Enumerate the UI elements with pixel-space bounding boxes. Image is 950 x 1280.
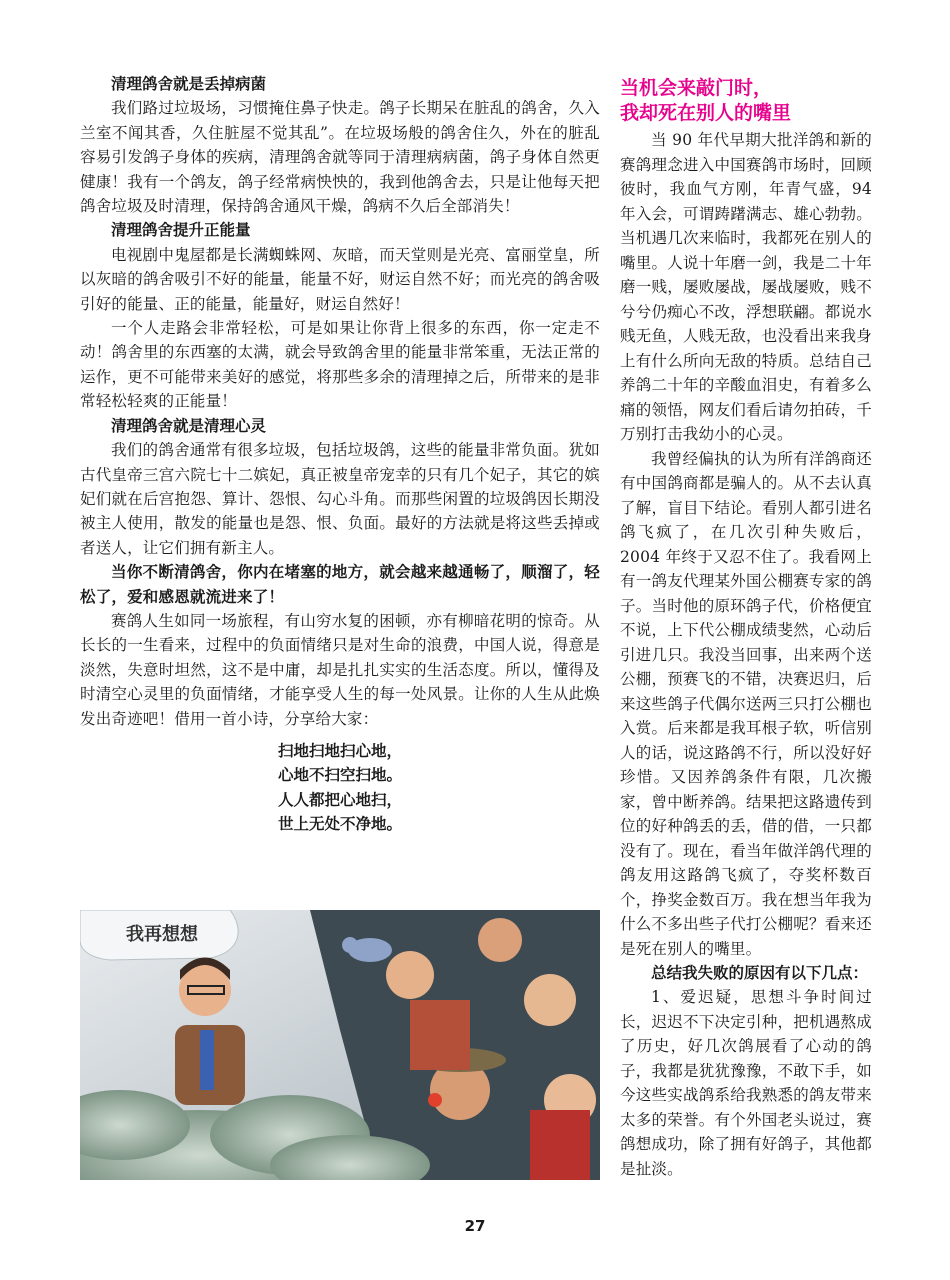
title-line: 当机会来敲门时， [620, 77, 773, 99]
poem-line: 人人都把心地扫， [278, 789, 403, 809]
page-number: 27 [464, 1217, 486, 1235]
poem-line: 心地不扫空扫地。 [278, 765, 403, 785]
paragraph: 1、爱迟疑，思想斗争时间过长，迟迟不下决定引种，把机遇熬成了历史，好几次鸽展看了心动的鸽子，我都是犹犹豫豫，不敢下手，如今这些实战鸽系给我熟悉的鸽友带来太多的荣誉。有个外国老头说过，赛鸽想成功，除了拥有好鸽子，其他都是扯淡。 [620, 988, 872, 1178]
title-line: 我却死在别人的嘴里 [620, 102, 792, 124]
paragraph: 电视剧中鬼屋都是长满蜘蛛网、灰暗，而天堂则是光亮、富丽堂皇，所以灰暗的鸽舍吸引不好的能量，能量不好，财运自然不好；而光亮的鸽舍吸引好的能量、正的能量，能量好，财运自然好！ [80, 245, 600, 313]
bold-paragraph: 当你不断清鸽舍，你内在堵塞的地方，就会越来越通畅了，顺溜了，轻松了，爱和感恩就流进来了！ [80, 562, 600, 606]
speech-bubble-text: 我再想想 [126, 924, 198, 945]
cartoon-illustration [80, 910, 600, 1180]
poem-line: 扫地扫地扫心地， [278, 740, 403, 760]
paragraph: 我们路过垃圾场，习惯掩住鼻子快走。鸽子长期呆在脏乱的鸽舍，久入兰室不闻其香，久住脏屋不觉其乱”。在垃圾场般的鸽舍住久，外在的脏乱容易引发鸽子身体的疾病，清理鸽舍就等同于清理病病菌，鸽子身体自然更健康！我有一个鸽友，鸽子经常病怏怏的，我到他鸽舍去，只是让他每天把鸽舍垃圾及时清理，保持鸽舍通风干燥，鸽病不久后全部消失！ [80, 99, 600, 216]
paragraph: 我曾经偏执的认为所有洋鸽商还有中国鸽商都是骗人的。从不去认真了解，盲目下结论。看别人都引进名鸽飞疯了，在几次引种失败后，2004 年终于又忍不住了。我看网上有一鸽友代理某外国公棚赛专家的鸽子。当时他的原环鸽子代，价格便宜不说，上下代公棚成绩斐然，心动后引进几只。我没当回事，出来两个送公棚，预赛飞的不错，决赛迟归，后来这些鸽子代偶尔送两三只打公棚也入赏。后来都是我耳根子软，听信别人的话，说这路鸽不行，所以没好好珍惜。又因养鸽条件有限，几次搬家，曾中断养鸽。结果把这路遗传到位的好种鸽丢的丢，借的借，一只都没有了。现在，看当年做洋鸽代理的鸽友用这路鸽飞疯了，夺奖杯数百个，挣奖金数百万。我在想当年我为什么不多出些子代打公棚呢？看来还是死在别人的嘴里。 [620, 449, 872, 958]
paragraph: 赛鸽人生如同一场旅程，有山穷水复的困顿，亦有柳暗花明的惊奇。从长长的一生看来，过程中的负面情绪只是对生命的浪费，中国人说，得意是淡然，失意时坦然，这不是中庸，却是扎扎实实的生活态度。所以，懂得及时清空心灵里的负面情绪，才能享受人生的每一处风景。让你的人生从此焕发出奇迹吧！借用一首小诗，分享给大家： [80, 611, 600, 728]
poem [278, 739, 600, 837]
section-heading: 清理鸽舍就是清理心灵 [111, 415, 267, 435]
paragraph: 当 90 年代早期大批洋鸽和新的赛鸽理念进入中国赛鸽市场时，回顾彼时，我血气方刚，年青气盛，94 年入会，可谓踌躇满志、雄心勃勃。当机遇几次来临时，我都死在别人的嘴里。人说十年磨一剑，我是二十年磨一贱，屡败屡战，屡战屡败，贱不兮兮仍痴心不改，浮想联翩。都说水贱无鱼，人贱无敌，也没看出来我身上有什么所向无敌的特质。总结自己养鸽二十年的辛酸血泪史，有着多么痛的领悟，网友们看后请勿拍砖，千万别打击我幼小的心灵。 [620, 131, 872, 443]
article-title [620, 76, 872, 126]
section-heading: 总结我失败的原因有以下几点： [651, 963, 869, 982]
section-heading: 清理鸽舍提升正能量 [111, 220, 251, 240]
section-heading: 清理鸽舍就是丢掉病菌 [111, 74, 267, 93]
left-column [80, 72, 600, 837]
paragraph: 一个人走路会非常轻松，可是如果让你背上很多的东西，你一定走不动！鸽舍里的东西塞的太满，就会导致鸽舍里的能量非常笨重，无法正常的运作，更不可能带来美好的感觉，将那些多余的清理掉之后，所带来的是非常轻松轻爽的正能量！ [80, 319, 600, 411]
paragraph: 我们的鸽舍通常有很多垃圾，包括垃圾鸽，这些的能量非常负面。犹如古代皇帝三宫六院七十二嫔妃，真正被皇帝宠幸的只有几个妃子，其它的嫔妃们就在后宫抱怨、算计、怨恨、勾心斗角。而那些闲置的垃圾鸽因长期没被主人使用，散发的能量也是怨、恨、负面。最好的方法就是将这些丢掉或者送人，让它们拥有新主人。 [80, 441, 600, 557]
right-column [620, 76, 872, 1181]
poem-line: 世上无处不净地。 [278, 814, 403, 834]
